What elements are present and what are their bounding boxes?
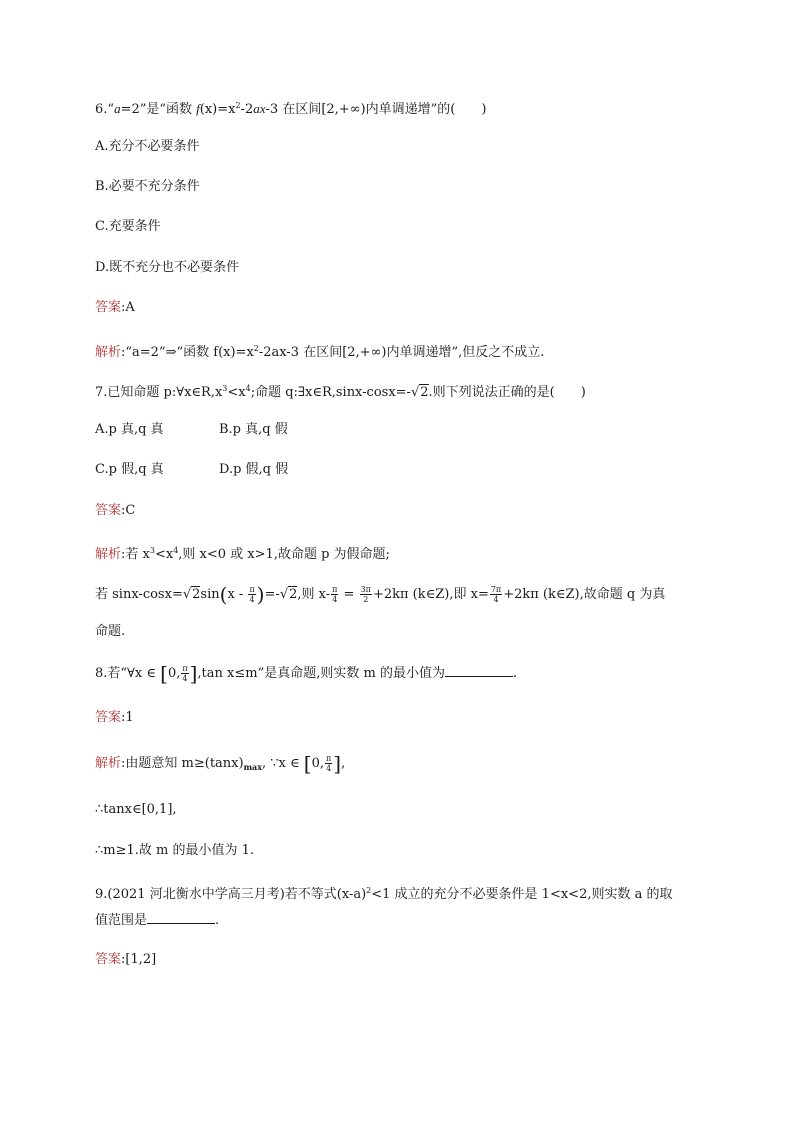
q7-option-d: D.p 假,q 假 [219, 462, 289, 477]
q7-option-c: C.p 假,q 真 [95, 462, 164, 477]
q7-options-row2 [95, 461, 705, 479]
q7-options-row1 [95, 421, 705, 439]
q9-stem-line2: 值范围是 . [95, 913, 220, 928]
q8-analysis: 解析:由题意知 $m\ge(\tan x)_{max}$, ∵x ∈ [0, $\frac{\pi}{4}$ ], [95, 751, 346, 776]
fraction: $\frac{3\pi}{2}$ [360, 585, 371, 604]
q6-option-b: B.必要不充分条件 [95, 179, 200, 194]
analysis-label: 解析 [95, 756, 122, 771]
fraction: $\frac{\pi}{4}$ [182, 664, 188, 683]
sqrt-symbol: √ [410, 385, 420, 400]
q6-answer: 答案:A [95, 300, 135, 315]
answer-label: 答案 [95, 300, 122, 315]
fraction: $\frac{\pi}{4}$ [332, 585, 338, 604]
q8-analysis-line3: ∴m≥1.故 m 的最小值为 1. [95, 843, 255, 858]
q7-analysis-line3: 命题. [95, 624, 126, 639]
q6-analysis: 解析:“a=2”⇒“函数 $f(x)=x^2-2ax-3$ 在区间[2,+∞)内单调递增”,但反之不成立. [95, 344, 545, 360]
q6-stem: 6.“a=2”是“函数 $f(x)=x^2-2ax-3$ 在区间[2,+∞)内单调递增”的( ) [95, 101, 487, 117]
q7-option-b: B.p 真,q 假 [219, 422, 288, 437]
answer-label: 答案 [95, 952, 122, 967]
q9-stem-line1: 9.(2021 河北衡水中学高三月考)若不等式$(x-a)^2<1$ 成立的充分不必要条件是 1<x<2,则实数 a 的取 [95, 886, 673, 902]
answer-label: 答案 [95, 503, 122, 518]
fraction: $\frac{\pi}{4}$ [249, 585, 255, 604]
q6-option-d: D.既不充分也不必要条件 [95, 260, 240, 275]
q8-answer: 答案:1 [95, 710, 134, 725]
q8-analysis-line2: ∴tanx∈[0,1], [95, 802, 177, 817]
q9-answer: 答案:[1,2] [95, 952, 157, 967]
answer-blank[interactable] [147, 911, 215, 924]
answer-blank[interactable] [445, 664, 513, 677]
q7-analysis-line1: 解析:若 $x^3<x^4$,则 x<0 或 x>1,故命题 p 为假命题; [95, 546, 390, 562]
fraction: $\frac{\pi}{4}$ [325, 754, 332, 773]
q7-answer: 答案:C [95, 503, 136, 518]
analysis-label: 解析 [95, 345, 122, 360]
answer-label: 答案 [95, 710, 122, 725]
fraction: $\frac{7\pi}{4}$ [490, 585, 502, 604]
q6-option-a: A.充分不必要条件 [95, 139, 200, 154]
q7-analysis-line2: 若 sinx-cosx=√2sin(x - $\frac{\pi}{4}$ )=-√2,则 x- $\frac{\pi}{4}$ = $\frac{3\pi}{2}$ +2kπ (k∈Z),即 x= $\frac{7\pi}{4}$ +2kπ (k∈Z),故命题 q 为真 [95, 582, 666, 607]
q7-stem: 7.已知命题 $p:\forall x\in R,x^3<x^4$;命题 q:∃x∈R,sinx-cosx=-√2.则下列说法正确的是( ) [95, 384, 586, 400]
q7-option-a: A.p 真,q 真 [95, 422, 164, 437]
analysis-label: 解析 [95, 547, 122, 562]
q6-option-c: C.充要条件 [95, 219, 161, 234]
q8-stem: 8.若“∀x ∈ [0, $\frac{\pi}{4}$ ],tan x≤m”是真命题,则实数 m 的最小值为 . [95, 661, 518, 686]
